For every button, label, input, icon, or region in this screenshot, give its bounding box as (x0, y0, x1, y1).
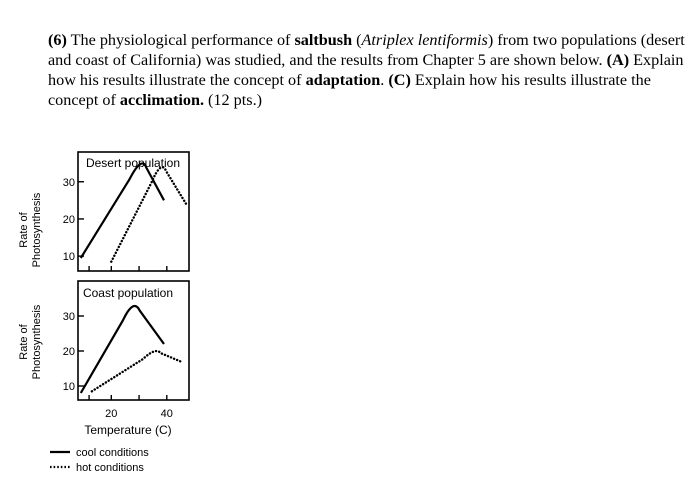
coast-ylabel-line1: Rate of (18, 324, 30, 360)
desert-ytick-label-20: 20 (62, 213, 75, 226)
question-text-5: . (380, 71, 389, 89)
legend-hot-label: hot conditions (76, 462, 144, 474)
coast-ylabel-line2: Photosynthesis (31, 304, 43, 380)
desert-y-axis (63, 177, 84, 263)
xtick-label-20: 20 (105, 408, 118, 420)
coast-ytick-label-20: 20 (62, 346, 75, 358)
coast-panel-title: Coast population (82, 286, 174, 300)
species-name: saltbush (294, 31, 353, 49)
latin-name: Atriplex lentiformis (361, 31, 488, 49)
desert-series (81, 163, 186, 261)
part-c-label: (C) (388, 71, 411, 89)
xtick-label-40: 40 (160, 408, 173, 420)
coast-panel (18, 281, 189, 437)
desert-ylabel-line1: Rate of (18, 212, 30, 248)
concept-adaptation: adaptation (305, 71, 381, 89)
question-text-3: ) from two populations (desert and coast of California) was studied, and the results from Chapter 5 are shown below. (48, 31, 685, 69)
desert-ytick-label-30: 30 (62, 176, 75, 189)
coast-series (81, 306, 181, 393)
question-text-6: Explain how his results illustrate the concept of (48, 71, 651, 109)
question-text-4: Explain how his results illustrate the concept of (48, 51, 684, 89)
desert-panel (18, 152, 189, 271)
x-axis-label: Temperature (C) (84, 423, 172, 437)
coast-ytick-label-30: 30 (62, 311, 75, 323)
coast-x-axis (89, 395, 173, 420)
coast-series-hot (92, 351, 181, 391)
question-text-1: The physiological performance of (66, 31, 295, 49)
coast-y-axis (63, 311, 84, 393)
legend (50, 447, 149, 474)
question-text-7: (12 pts.) (204, 91, 262, 109)
desert-panel-title: Desert population (85, 156, 181, 170)
desert-series-hot (111, 167, 186, 261)
concept-acclimation: acclimation. (119, 91, 204, 109)
part-a-label: (A) (606, 51, 630, 69)
question-text-2: ( (352, 31, 362, 49)
legend-cool-label: cool conditions (76, 447, 149, 459)
desert-series-cool (81, 163, 164, 258)
desert-ylabel-line2: Photosynthesis (31, 192, 43, 268)
desert-ytick-label-10: 10 (62, 251, 75, 264)
coast-ytick-label-10: 10 (62, 381, 75, 393)
question-number: (6) (48, 31, 67, 49)
coast-series-cool (81, 306, 164, 393)
